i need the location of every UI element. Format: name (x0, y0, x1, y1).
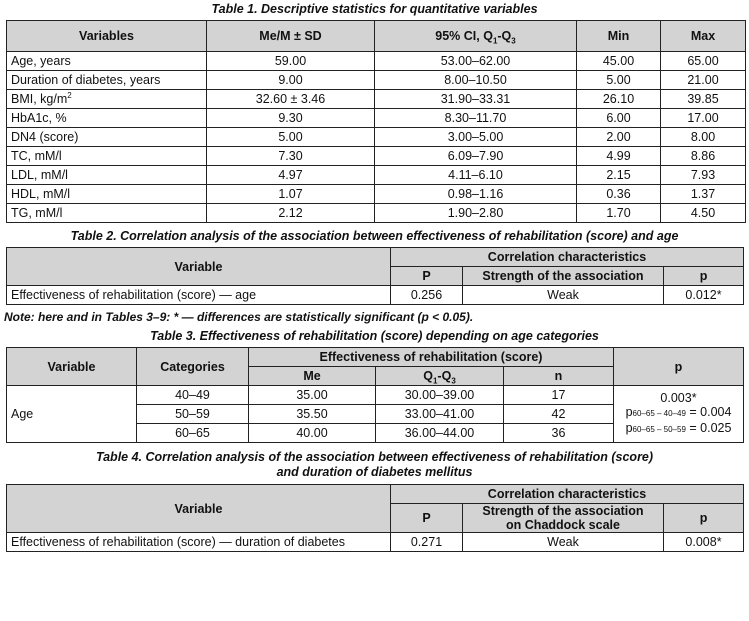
table-cell: 8.30–11.70 (375, 109, 577, 128)
table4-header-variable: Variable (7, 485, 391, 533)
table-cell: 36.00–44.00 (376, 424, 504, 443)
table-cell: 59.00 (207, 52, 375, 71)
table2-header-strength: Strength of the association (463, 267, 664, 286)
table-cell: 0.256 (391, 286, 463, 305)
table3-p-cell (614, 386, 744, 443)
table-cell: 6.00 (577, 109, 661, 128)
table-row (7, 90, 746, 109)
table-cell: 9.30 (207, 109, 375, 128)
table-cell: 65.00 (661, 52, 746, 71)
table-row (7, 109, 746, 128)
table4-caption-line1: Table 4. Correlation analysis of the association between effectiveness of rehabilitation (score) (95, 450, 654, 464)
table1-header-variables: Variables (7, 21, 207, 52)
table-cell: 0.271 (391, 533, 463, 552)
table-cell: 45.00 (577, 52, 661, 71)
table-cell: Age (7, 386, 137, 443)
table-cell: TC, mM/l (7, 147, 207, 166)
table1-header-max: Max (661, 21, 746, 52)
table-cell: Effectiveness of rehabilitation (score) — duration of diabetes (7, 533, 391, 552)
table-row (7, 71, 746, 90)
table2-header-row1 (7, 248, 744, 267)
table1-header-me: Me/M ± SD (207, 21, 375, 52)
table-cell: 17 (504, 386, 614, 405)
table2 (6, 247, 744, 305)
table-cell: LDL, mM/l (7, 166, 207, 185)
table1-header-row (7, 21, 746, 52)
table-cell: 1.70 (577, 204, 661, 223)
table-row (7, 204, 746, 223)
table-cell: 8.00–10.50 (375, 71, 577, 90)
table-cell: 1.90–2.80 (375, 204, 577, 223)
table3-caption: Table 3. Effectiveness of rehabilitation (score) depending on age categories (150, 329, 599, 343)
table3-header-categories: Categories (137, 348, 249, 386)
table-cell: 8.00 (661, 128, 746, 147)
table3-header-group: Effectiveness of rehabilitation (score) (249, 348, 614, 367)
table-cell: 0.012* (664, 286, 744, 305)
table-cell: HDL, mM/l (7, 185, 207, 204)
table-cell: 5.00 (207, 128, 375, 147)
table-row (7, 166, 746, 185)
table2-header-group: Correlation characteristics (391, 248, 744, 267)
table-cell: 0.36 (577, 185, 661, 204)
table-cell: Duration of diabetes, years (7, 71, 207, 90)
table2-header-variable: Variable (7, 248, 391, 286)
significance-note: Note: here and in Tables 3–9: * — differences are statistically significant (p < 0.05). (4, 310, 474, 324)
table-cell: 0.98–1.16 (375, 185, 577, 204)
table-cell: 4.99 (577, 147, 661, 166)
table-cell: 21.00 (661, 71, 746, 90)
table-cell: 8.86 (661, 147, 746, 166)
table-cell: 35.50 (249, 405, 376, 424)
table-cell: 9.00 (207, 71, 375, 90)
table-row (7, 147, 746, 166)
table2-header-rho: Ρ (391, 267, 463, 286)
table-cell: 35.00 (249, 386, 376, 405)
table4-header-group: Correlation characteristics (391, 485, 744, 504)
table2-header-p: p (664, 267, 744, 286)
table-cell: 42 (504, 405, 614, 424)
table-cell: 7.93 (661, 166, 746, 185)
table-row (7, 386, 744, 405)
table-cell: 2.00 (577, 128, 661, 147)
table-cell: 0.008* (664, 533, 744, 552)
table-row (7, 286, 744, 305)
table4-header-row1 (7, 485, 744, 504)
table2-caption: Table 2. Correlation analysis of the association between effectiveness of rehabilitation (score) and age (70, 229, 679, 243)
table-cell: 40–49 (137, 386, 249, 405)
table-cell: 4.11–6.10 (375, 166, 577, 185)
table4 (6, 484, 744, 552)
p-value-main: 0.003* (660, 391, 697, 405)
table-cell: 4.50 (661, 204, 746, 223)
table3 (6, 347, 744, 443)
table-row (7, 533, 744, 552)
table-cell: Weak (463, 286, 664, 305)
table-cell: 1.07 (207, 185, 375, 204)
table-cell: 17.00 (661, 109, 746, 128)
table-cell: 40.00 (249, 424, 376, 443)
table-cell: 50–59 (137, 405, 249, 424)
table3-header-n: n (504, 367, 614, 386)
table4-header-rho: Ρ (391, 504, 463, 533)
table-cell: 36 (504, 424, 614, 443)
table3-header-me: Me (249, 367, 376, 386)
p-value-pairwise-2: p60–65 – 50–59 = 0.025 (625, 421, 732, 435)
table-cell: 53.00–62.00 (375, 52, 577, 71)
table-cell: 2.12 (207, 204, 375, 223)
table3-header-variable: Variable (7, 348, 137, 386)
table-cell: Effectiveness of rehabilitation (score) — age (7, 286, 391, 305)
table-cell: 32.60 ± 3.46 (207, 90, 375, 109)
table-cell: 4.97 (207, 166, 375, 185)
p-value-pairwise-1: p60–65 – 40–49 = 0.004 (625, 405, 732, 419)
table-cell: 6.09–7.90 (375, 147, 577, 166)
table1-header-ci: 95% CI, $Q_1-Q_3$ (375, 21, 577, 52)
table1-caption: Table 1. Descriptive statistics for quantitative variables (211, 2, 538, 16)
table-row (7, 128, 746, 147)
table-cell: 31.90–33.31 (375, 90, 577, 109)
table-cell: DN4 (score) (7, 128, 207, 147)
table4-caption-line2: and duration of diabetes mellitus (276, 465, 473, 479)
table-cell: 1.37 (661, 185, 746, 204)
table-cell: 5.00 (577, 71, 661, 90)
table-cell: 30.00–39.00 (376, 386, 504, 405)
table-cell: 7.30 (207, 147, 375, 166)
table-cell: 33.00–41.00 (376, 405, 504, 424)
table3-header-row1 (7, 348, 744, 367)
table1-header-min: Min (577, 21, 661, 52)
table4-header-strength: Strength of the association on Chaddock scale (463, 504, 664, 533)
table-cell: TG, mM/l (7, 204, 207, 223)
document-page (0, 2, 749, 621)
table-cell: 2.15 (577, 166, 661, 185)
table-row (7, 52, 746, 71)
table3-header-p: p (614, 348, 744, 386)
table-cell: 3.00–5.00 (375, 128, 577, 147)
table1 (6, 20, 746, 223)
table-row (7, 185, 746, 204)
table-cell: Age, years (7, 52, 207, 71)
table3-header-q: $Q_1-Q_3$ (376, 367, 504, 386)
table4-header-p: p (664, 504, 744, 533)
table-cell: Weak (463, 533, 664, 552)
table-cell: BMI, $kg/m^2$ (7, 90, 207, 109)
table-cell: HbA1c, % (7, 109, 207, 128)
table-cell: 60–65 (137, 424, 249, 443)
table-cell: 26.10 (577, 90, 661, 109)
table-cell: 39.85 (661, 90, 746, 109)
